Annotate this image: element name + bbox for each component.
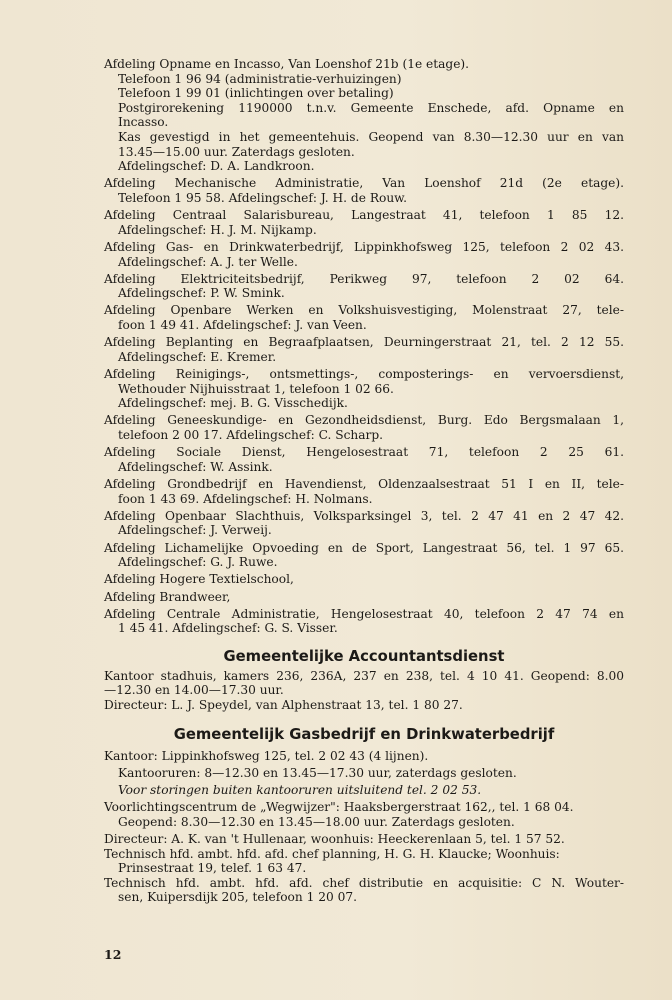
text-line: Afdelingschef: D. A. Landkroon. (118, 159, 315, 174)
text-line: Afdeling Mechanische Administratie, Van Loenshof 21d (2e etage). (104, 176, 624, 191)
text-line: Afdeling Brandweer, (104, 589, 231, 604)
department-entry (104, 335, 624, 364)
department-entry (104, 208, 624, 237)
text-line: Prinsestraat 19, telef. 1 63 47. (118, 861, 307, 876)
text-line: Directeur: L. J. Speydel, van Alphenstraat 13, tel. 1 80 27. (104, 698, 463, 713)
gasbedrijf-kantooruren (104, 766, 624, 781)
department-entry (104, 445, 624, 474)
department-entry (104, 413, 624, 442)
text-line: Afdeling Openbare Werken en Volkshuisvestiging, Molenstraat 27, tele- (104, 303, 624, 318)
text-line: Afdelingschef: G. J. Ruwe. (118, 555, 278, 570)
text-line: Afdeling Reinigings-, ontsmettings-, composterings- en vervoersdienst, (104, 367, 624, 382)
department-entry (104, 572, 624, 587)
text-line: Afdelingschef: mej. B. G. Visschedijk. (118, 396, 348, 411)
text-line: Technisch hfd. ambt. hfd. afd. chef planning, H. G. H. Klaucke; Woonhuis: (104, 846, 560, 861)
department-entry (104, 607, 624, 636)
text-line: Afdelingschef: A. J. ter Welle. (118, 254, 298, 269)
text-line: Afdelingschef: H. J. M. Nijkamp. (118, 222, 317, 237)
department-entry (104, 590, 624, 605)
department-entry (104, 509, 624, 538)
text-line: Postgirorekening 1190000 t.n.v. Gemeente Enschede, afd. Opname en (118, 100, 624, 115)
text-line: Afdelingschef: J. Verweij. (118, 523, 272, 538)
section-heading-accountantsdienst: Gemeentelijke Accountantsdienst (223, 647, 505, 665)
department-entry (104, 477, 624, 506)
text-line: 13.45—15.00 uur. Zaterdags gesloten. (118, 144, 355, 159)
text-line: Afdeling Centrale Administratie, Hengelosestraat 40, telefoon 2 47 74 en (104, 606, 624, 621)
gasbedrijf-directeur (104, 832, 624, 847)
text-line: Voor storingen buiten kantooruren uitsluitend tel. 2 02 53. (118, 783, 482, 798)
section-heading-gasbedrijf: Gemeentelijk Gasbedrijf en Drinkwaterbedrijf (173, 725, 555, 743)
text-line: Afdeling Grondbedrijf en Havendienst, Oldenzaalsestraat 51 I en II, tele- (104, 476, 624, 491)
department-entry (104, 176, 624, 205)
text-line: Kantoor: Lippinkhofsweg 125, tel. 2 02 43 (4 lijnen). (104, 748, 429, 763)
text-line: Telefoon 1 99 01 (inlichtingen over betaling) (118, 86, 394, 101)
department-entry (104, 541, 624, 570)
text-line: foon 1 49 41. Afdelingschef: J. van Veen. (118, 318, 367, 333)
department-entry (104, 57, 624, 174)
text-line: Directeur: A. K. van 't Hullenaar, woonhuis: Heeckerenlaan 5, tel. 1 57 52. (104, 832, 565, 846)
text-line: Telefoon 1 95 58. Afdelingschef: J. H. de Rouw. (118, 190, 408, 205)
page-number: 12 (104, 947, 122, 962)
gasbedrijf-kantoor (104, 749, 624, 764)
text-line: Wethouder Nijhuisstraat 1, telefoon 1 02 66. (118, 381, 394, 396)
text-line: Afdeling Geneeskundige- en Gezondheidsdienst, Burg. Edo Bergsmalaan 1, (104, 413, 624, 428)
gasbedrijf-storingen (104, 783, 624, 798)
text-line: Kantooruren: 8—12.30 en 13.45—17.30 uur, zaterdags gesloten. (118, 765, 517, 780)
text-line: Kantoor stadhuis, kamers 236, 236A, 237 en 238, tel. 4 10 41. Geopend: 8.00 (104, 668, 624, 683)
text-line: Afdeling Gas- en Drinkwaterbedrijf, Lippinkhofsweg 125, telefoon 2 02 43. (104, 239, 624, 254)
text-line: —12.30 en 14.00—17.30 uur. (104, 683, 284, 698)
text-line: Afdeling Opname en Incasso, Van Loenshof 21b (1e etage). (104, 57, 470, 71)
department-entry (104, 367, 624, 411)
text-line: 1 45 41. Afdelingschef: G. S. Visser. (118, 621, 338, 636)
text-line: Technisch hfd. ambt. hfd. afd. chef distributie en acquisitie: C N. Wouter- (104, 875, 624, 890)
text-line: Afdelingschef: P. W. Smink. (118, 286, 285, 301)
text-line: Telefoon 1 96 94 (administratie-verhuizingen) (118, 71, 402, 86)
department-entry (104, 272, 624, 301)
text-line: Afdelingschef: W. Assink. (118, 459, 273, 474)
department-entry (104, 240, 624, 269)
text-line: telefoon 2 00 17. Afdelingschef: C. Scharp. (118, 428, 384, 442)
document-body (104, 57, 624, 908)
gasbedrijf-technisch-distributie (104, 876, 624, 905)
text-line: Afdeling Beplanting en Begraafplaatsen, Deurningerstraat 21, tel. 2 12 55. (104, 335, 624, 350)
text-line: Afdeling Elektriciteitsbedrijf, Perikweg 97, telefoon 2 02 64. (104, 271, 624, 286)
text-line: foon 1 43 69. Afdelingschef: H. Nolmans. (118, 491, 373, 506)
text-line: Voorlichtingscentrum de „Wegwijzer": Haaksbergerstraat 162,, tel. 1 68 04. (104, 800, 574, 815)
text-line: Afdelingschef: E. Kremer. (118, 349, 277, 364)
text-line: Incasso. (118, 115, 169, 130)
gasbedrijf-technisch-planning (104, 847, 624, 876)
text-line: Afdeling Sociale Dienst, Hengelosestraat 71, telefoon 2 25 61. (104, 445, 624, 460)
text-line: Afdeling Hogere Textielschool, (104, 572, 294, 587)
text-line: Kas gevestigd in het gemeentehuis. Geopend van 8.30—12.30 uur en van (118, 129, 624, 144)
department-list (104, 57, 624, 636)
gasbedrijf-voorlichting (104, 800, 624, 829)
text-line: Afdeling Lichamelijke Opvoeding en de Sport, Langestraat 56, tel. 1 97 65. (104, 540, 624, 555)
text-line: sen, Kuipersdijk 205, telefoon 1 20 07. (118, 890, 358, 905)
accountantsdienst-entry (104, 669, 624, 713)
department-entry (104, 303, 624, 332)
text-line: Geopend: 8.30—12.30 en 13.45—18.00 uur. Zaterdags gesloten. (118, 814, 515, 829)
text-line: Afdeling Centraal Salarisbureau, Langestraat 41, telefoon 1 85 12. (104, 208, 624, 223)
text-line: Afdeling Openbaar Slachthuis, Volksparksingel 3, tel. 2 47 41 en 2 47 42. (104, 508, 624, 523)
